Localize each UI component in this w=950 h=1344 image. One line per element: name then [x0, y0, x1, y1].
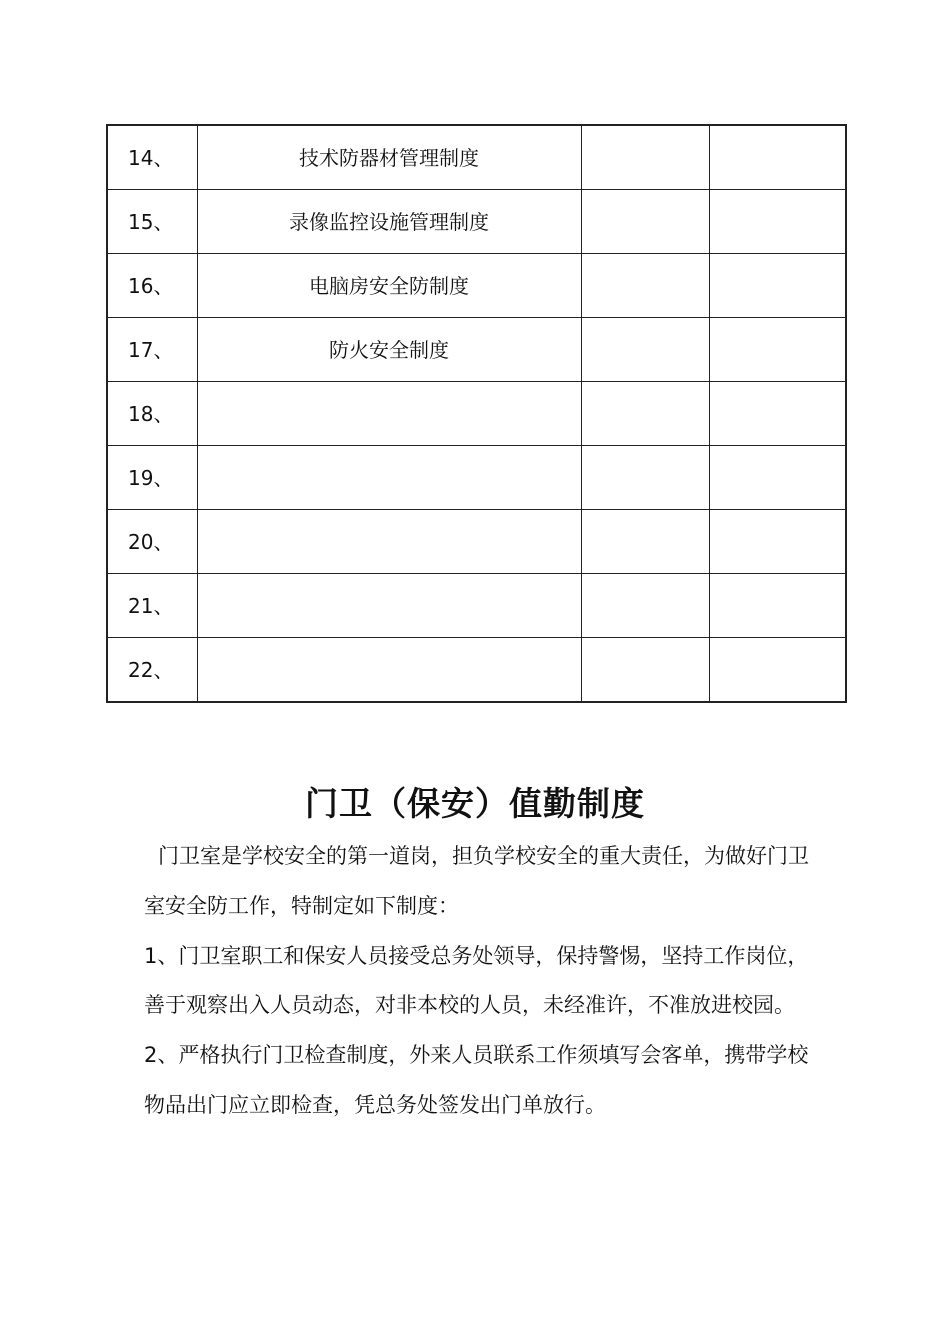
regulation-name	[197, 574, 581, 638]
table-row	[107, 318, 846, 382]
row-number: 18、	[107, 382, 197, 446]
table-cell	[709, 318, 846, 382]
table-cell	[581, 574, 709, 638]
table-cell	[709, 574, 846, 638]
table-cell	[581, 190, 709, 254]
table-cell	[709, 125, 846, 190]
table-row	[107, 190, 846, 254]
regulation-name: 电脑房安全防制度	[197, 254, 581, 318]
regulation-name	[197, 638, 581, 703]
table-cell	[709, 510, 846, 574]
regulation-name	[197, 382, 581, 446]
table-cell	[581, 318, 709, 382]
regulation-name	[197, 510, 581, 574]
regulation-table	[106, 124, 847, 703]
table-cell	[581, 254, 709, 318]
regulation-name: 录像监控设施管理制度	[197, 190, 581, 254]
table-row	[107, 446, 846, 510]
table-cell	[581, 638, 709, 703]
rule-paragraph-1: 1、门卫室职工和保安人员接受总务处领导，保持警惕，坚持工作岗位，善于观察出入人员动态，对非本校的人员，未经准许，不准放进校园。	[144, 943, 809, 1018]
table-row	[107, 510, 846, 574]
table-row	[107, 254, 846, 318]
rule-paragraph-2: 2、严格执行门卫检查制度，外来人员联系工作须填写会客单，携带学校物品出门应立即检查，凭总务处签发出门单放行。	[144, 1043, 809, 1117]
row-number: 15、	[107, 190, 197, 254]
table-cell	[581, 510, 709, 574]
row-number: 22、	[107, 638, 197, 703]
row-number: 14、	[107, 125, 197, 190]
row-number: 20、	[107, 510, 197, 574]
intro-paragraph: 门卫室是学校安全的第一道岗，担负学校安全的重大责任，为做好门卫室安全防工作，特制定如下制度：	[144, 844, 809, 918]
table-cell	[581, 125, 709, 190]
table-cell	[709, 382, 846, 446]
table-row	[107, 638, 846, 703]
table-cell	[581, 446, 709, 510]
row-number: 16、	[107, 254, 197, 318]
section-body	[144, 832, 816, 1131]
table-cell	[709, 254, 846, 318]
row-number: 21、	[107, 574, 197, 638]
section-title: 门卫（保安）值勤制度	[305, 784, 645, 823]
regulation-name	[197, 446, 581, 510]
regulation-name: 技术防器材管理制度	[197, 125, 581, 190]
table-cell	[709, 638, 846, 703]
regulation-name: 防火安全制度	[197, 318, 581, 382]
row-number: 19、	[107, 446, 197, 510]
table-row	[107, 125, 846, 190]
row-number: 17、	[107, 318, 197, 382]
table-cell	[709, 190, 846, 254]
table-cell	[709, 446, 846, 510]
table-row	[107, 574, 846, 638]
table-row	[107, 382, 846, 446]
table-cell	[581, 382, 709, 446]
